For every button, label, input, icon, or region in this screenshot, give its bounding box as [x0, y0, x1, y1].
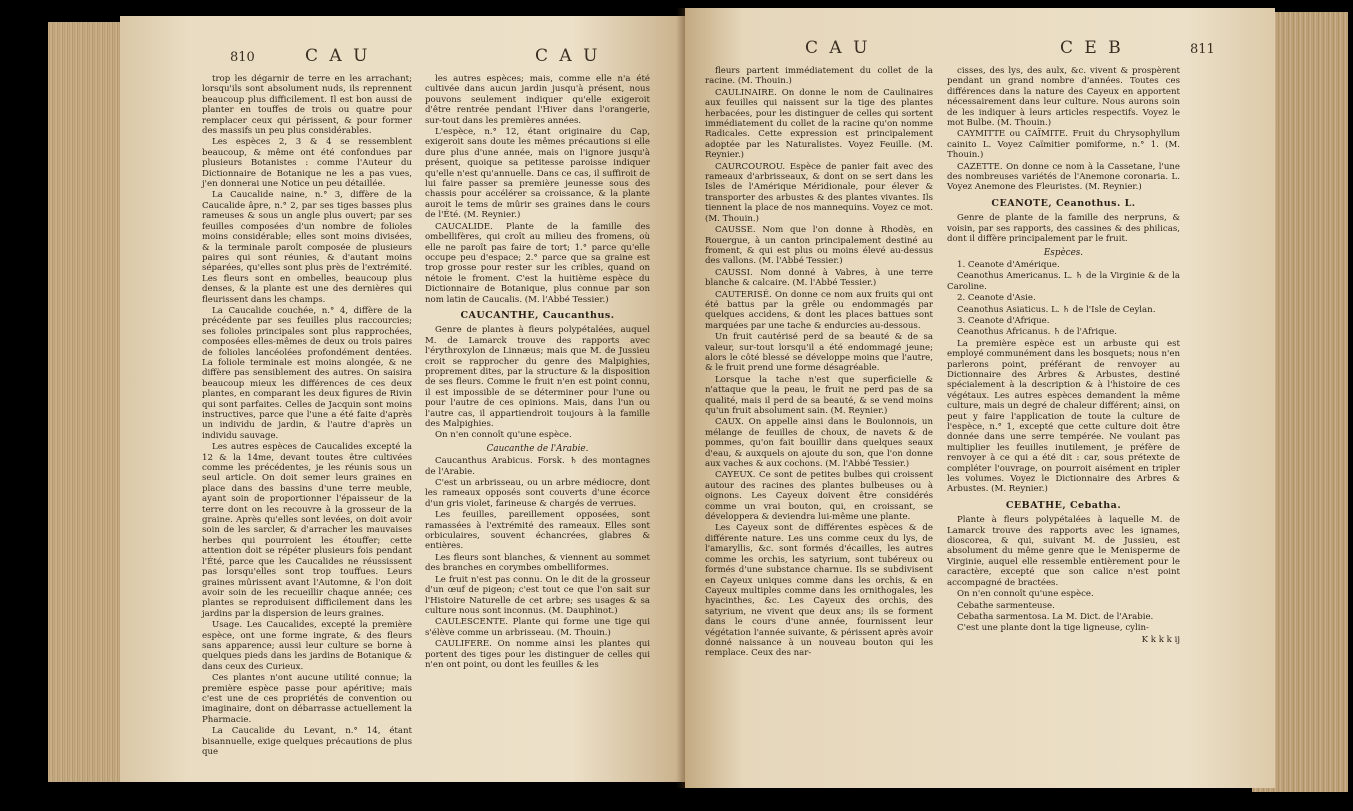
- paragraph: Les fleurs sont blanches, & viennent au sommet des branches en corymbes ombelliformes.: [425, 552, 650, 574]
- species-heading: Caucanthe de l'Arabie.: [486, 443, 589, 454]
- paragraph: CAYMITTE ou CAÏMITE. Fruit du Chrysophyllum cainito L. Voyez Caïmitier pomiforme, n.° 1. (M. Thouin.): [947, 129, 1180, 161]
- paragraph: Les feuilles, pareillement opposées, sont ramassées à l'extrémité des rameaux. Elles sont orbiculaires, souvent échancrées, glabres & entières.: [425, 510, 650, 552]
- paragraph: Usage. Les Caucalides, excepté la première espèce, ont une forme ingrate, & des fleurs sans apparence; aussi leur culture se borne à quelques pieds dans les jardins de Botanique & dans ceux des Curieux.: [202, 620, 412, 672]
- paragraph: CAZETTE. On donne ce nom à la Cassetane, l'une des nombreuses variétés de l'Anemone coronaria. L. Voyez Anemone des Fleuristes. (M. Reynier.): [947, 161, 1180, 193]
- paragraph: CAULINAIRE. On donne le nom de Caulinaires aux feuilles qui naissent sur la tige des plantes herbacées, pour les distinguer de celles qui sortent immédiatement du collet de la racine qu'on nomme Radicales. Cette expression est principalement adoptée par les Naturalistes. Voyez Feuille. (M. Reynier.): [705, 87, 933, 161]
- paragraph: trop les dégarnir de terre en les arrachant; lorsqu'ils sont absolument nuds, ils reprennent beaucoup plus difficilement. Il est bon aussi de planter en touffes de trois ou quatre pour remplacer ceux qui périssent, & pour former des massifs un peu plus considérables.: [202, 74, 412, 137]
- left-page: [120, 16, 685, 782]
- species-section-heading: Espèces.: [1043, 247, 1084, 258]
- paragraph: CAULIFERE. On nomme ainsi les plantes qui portent des tiges pour les distinguer de celles qui n'en ont point, ou dont les feuilles & les: [425, 639, 650, 670]
- paragraph: Lorsque la tache n'est que superficielle & n'attaque que la peau, le fruit ne perd pas de sa qualité, mais il perd de sa beauté, & se vend moins qu'un fruit absolument sain. (M. Reynier.): [705, 374, 933, 416]
- paragraph: Plante à fleurs polypétalées à laquelle M. de Lamarck trouve des rapports avec les ignames, dioscorea, & qui, suivant M. de Jussieu, est absolument du même genre que le Menisperme de Virginie, auquel elle ressemble entièrement pour le caractère, excepté que son calice n'est point accompagné de bractées.: [947, 515, 1180, 588]
- species-entry: 2. Ceanote d'Asie.: [957, 293, 1036, 304]
- paragraph: On n'en connoît qu'une espèce.: [435, 430, 572, 441]
- species-entry: 3. Ceanote d'Afrique.: [957, 315, 1050, 326]
- paragraph: CAUSSI. Nom donné à Vabres, à une terre blanche & calcaire. (M. l'Abbé Tessier.): [705, 267, 933, 289]
- paragraph: Un fruit cautérisé perd de sa beauté & de sa valeur, sur-tout lorsqu'il a été endommagé jeune; alors le côté blessé se développe moins que l'autre, & le fruit prend une forme désagréable.: [705, 332, 933, 374]
- paragraph: CAUCALIDE. Plante de la famille des ombellifères, qui croît au milieu des fromens, où elle ne paroît pas faire de tort; 1.° parce qu'elle occupe peu d'espace; 2.° parce que sa graine est trop grosse pour rester sur les cribles, quand on nétoie le froment. C'est la huitième espèce du Dictionnaire de Botanique, plus connue par son nom latin de Caucalis. (M. l'Abbé Tessier.): [425, 221, 650, 305]
- paragraph: Caucanthus Arabicus. Forsk. ♄ des montagnes de l'Arabie.: [425, 456, 650, 477]
- species-entry: Ceanothus Asiaticus. L. ♄ de l'Isle de Ceylan.: [957, 304, 1156, 315]
- paragraph: CAYEUX. Ce sont de petites bulbes qui croissent autour des racines des plantes bulbeuses ou à oignons. Les Cayeux doivent être considérés comme un vrai bouton, qui, en croissant, se développera & deviendra lui-même une plante.: [705, 470, 933, 523]
- paragraph: CAUSSE. Nom que l'on donne à Rhodès, en Rouergue, à un canton principalement destiné au froment, & qui est plus ou moins élevé au-dessus des vallons. (M. l'Abbé Tessier.): [705, 225, 933, 267]
- paragraph: Cebathe sarmenteuse.: [957, 600, 1055, 611]
- running-head-left-col1: C A U: [305, 46, 371, 66]
- paragraph: Le fruit n'est pas connu. On le dit de la grosseur d'un œuf de pigeon; c'est tout ce que l'on sait sur l'Histoire Naturelle de cet arbre; ses usages & sa culture nous sont inconnus. (M. Dauphinot.): [425, 574, 650, 616]
- right-column-2: [947, 66, 1180, 645]
- paragraph: cisses, des lys, des aulx, &c. vivent & prospèrent pendant un grand nombre d'années. Toutes ces différences dans la nature des Cayeux en apportent nécessairement dans leur culture. Nous aurons soin de les indiquer à leurs articles respectifs. Voyez le mot Bulbe. (M. Thouin.): [947, 66, 1180, 129]
- paragraph: La première espèce est un arbuste qui est employé communément dans les bosquets; nous n'en parlerons point, préférant de renvoyer au Dictionnaire des Arbres & Arbustes, destiné spécialement à la description & à l'histoire de ces végétaux. Les autres espèces demandent la même culture, mais un degré de chaleur différent; ainsi, on peut y faire l'application de toute la culture de l'espèce, n.° 1, excepté que cette culture doit être donnée dans une serre tempérée. Ne voulant pas multiplier les feuilles inutilement, je préfère de renvoyer à ce qui a été dit : car, sous prétexte de compléter l'ouvrage, on pourroit aisément en tripler les volumes. Voyez le Dictionnaire des Arbres & Arbustes. (M. Reynier.): [947, 338, 1180, 495]
- signature-mark: K k k k ij: [1141, 634, 1180, 645]
- paragraph: Les Cayeux sont de différentes espèces & de différente nature. Les uns comme ceux du lys, de l'amaryllis, &c. sont formés d'écailles, les autres comme les orchis, les satyrium, sont tubéreux ou formés d'une substance charnue. Ils se subdivisent en Cayeux uniques comme dans les orchis, & en Cayeux multiples comme dans les ornithogales, les hyacinthes, &c. Les Cayeux des orchis, des satyrium, ne vivent que deux ans; ils se forment dans le cours d'une année, fournissent leur végétation l'année suivante, & périssent après avoir donné naissance à un nouveau bouton qui les remplace. Ceux des nar-: [705, 523, 933, 659]
- running-head-right-col2: C E B: [1060, 38, 1124, 58]
- article-heading-cebathe: CEBATHE, Cebatha.: [1005, 499, 1122, 511]
- paragraph: fleurs partent immédiatement du collet de la racine. (M. Thouin.): [705, 66, 933, 87]
- paragraph: CAULESCENTE. Plante qui forme une tige qui s'élève comme un arbrisseau. (M. Thouin.): [425, 617, 650, 638]
- left-column-1: [202, 74, 412, 758]
- paragraph: C'est un arbrisseau, ou un arbre médiocre, dont les rameaux opposés sont couverts d'une écorce d'un gris violet, farineuse & chargés de verrues.: [425, 478, 650, 509]
- running-head-right-col1: C A U: [805, 38, 871, 58]
- paragraph: Genre de plantes à fleurs polypétalées, auquel M. de Lamarck trouve des rapports avec l'érythroxylon de Linnæus; mais que M. de Jussieu croit se rapprocher du genre des Malpighies, proprement dites, par la structure & la disposition de ses fleurs. Comme le fruit n'en est point connu, il est impossible de se déterminer pour l'une ou pour l'autre de ces opinions. Mais, dans l'un ou l'autre cas, il appartiendroit toujours à la famille des Malpighies.: [425, 325, 650, 429]
- paragraph: C'est une plante dont la tige ligneuse, cylin-: [957, 623, 1149, 634]
- paragraph: Cebatha sarmentosa. La M. Dict. de l'Arabie.: [957, 611, 1154, 622]
- paragraph: les autres espèces; mais, comme elle n'a été cultivée dans aucun jardin jusqu'à présent, nous pouvons seulement indiquer qu'elle exigeroit d'être rentrée pendant l'Hiver dans l'orangerie, sur-tout dans les premières années.: [425, 74, 650, 126]
- article-heading-ceanote: CEANOTE, Ceanothus. L.: [991, 197, 1136, 209]
- page-number-left: 810: [230, 50, 255, 65]
- right-page: [685, 8, 1275, 788]
- paragraph: CAURCOUROU. Espèce de panier fait avec des rameaux d'arbrisseaux, & dont on se sert dans les Isles de l'Amérique Méridionale, pour élever & transporter des arbustes & des plantes vivantes. Ils tiennent la place de nos mannequins. Voyez ce mot. (M. Thouin.): [705, 161, 933, 224]
- paragraph: CAUTERISÉ. On donne ce nom aux fruits qui ont été battus par la grêle ou endommagés par quelques accidens, & dont les places battues sont marquées par une tache & endurcies au-dessous.: [705, 289, 933, 331]
- right-column-1: [705, 66, 933, 660]
- paragraph: Les espèces 2, 3 & 4 se ressemblent beaucoup, & même ont été confondues par plusieurs Botanistes : comme l'Auteur du Dictionnaire de Botanique ne les a pas vues, j'en donnerai une Notice un peu détaillée.: [202, 137, 412, 190]
- paragraph: Ces plantes n'ont aucune utilité connue; la première espèce passe pour apéritive; mais c'est une de ces propriétés de convention ou imaginaire, dont on débarrasse actuellement la Pharmacie.: [202, 673, 412, 725]
- paragraph: La Caucalide du Levant, n.° 14, étant bisannuelle, exige quelques précautions de plus que: [202, 726, 412, 757]
- paragraph: On n'en connoît qu'une espèce.: [957, 589, 1094, 600]
- paragraph: La Caucalide naine, n.° 3, diffère de la Caucalide âpre, n.° 2, par ses tiges basses plus rameuses & sous un angle plus ouvert; par ses feuilles composées d'un nombre de folioles moins considérable; elles sont moins divisées, & la terminale paroît composée de plusieurs paires qui sont réunies, & d'autant moins séparées, qu'elles sont plus près de l'extrémité. Les fleurs sont en ombelles, beaucoup plus denses, & la plante est une des dernières qui fleurissent dans les champs.: [202, 190, 412, 305]
- article-heading-caucanthe: CAUCANTHE, Caucanthus.: [460, 309, 615, 321]
- paragraph: Genre de plante de la famille des nerpruns, & voisin, par ses rapports, des cassines & des philicas, dont il diffère principalement par le fruit.: [947, 213, 1180, 245]
- paragraph: CAUX. On appelle ainsi dans le Boulonnois, un mélange de feuilles de choux, de navets & de pommes, qu'on fait bouillir dans quelques seaux d'eau, & auxquels on ajoute du son, que l'on donne aux vaches & aux cochons. (M. l'Abbé Tessier.): [705, 417, 933, 470]
- left-column-2: [425, 74, 650, 671]
- species-entry: Ceanothus Americanus. L. ♄ de la Virginie & de la Caroline.: [947, 271, 1180, 292]
- species-entry: 1. Ceanote d'Amérique.: [957, 259, 1060, 270]
- paragraph: La Caucalide couchée, n.° 4, diffère de la précédente par ses feuilles plus raccourcies; ses folioles principales sont plus rapprochées, composées elles-mêmes de deux ou trois paires de folioles lancéolées profondément dentées. La foliole terminale est moins alongée, & ne diffère pas sensiblement des autres. On saisira beaucoup mieux les différences de ces deux plantes, en comparant les deux figures de Rivin qui sont parfaites. Celles de Jacquin sont moins instructives, parce que l'une a été faite d'après un individu de jardin, & l'autre d'après un individu sauvage.: [202, 305, 412, 441]
- page-number-right: 811: [1190, 42, 1215, 57]
- paragraph: L'espèce, n.° 12, étant originaire du Cap, exigeroit sans doute les mêmes précautions si elle dure plus d'une année, mais on l'ignore jusqu'à présent, quoique sa petitesse paroisse indiquer qu'elle n'est qu'annuelle. Dans ce cas, il suffiroit de lui faire passer sa première jeunesse sous des chassis pour accélérer sa croissance, & la plante auroit le tems de mûrir ses graines dans le cours de l'Été. (M. Reynier.): [425, 127, 650, 221]
- paragraph: Les autres espèces de Caucalides excepté la 12 & la 14me, devant toutes être cultivées comme les précédentes, je les réunis sous un seul article. On doit semer leurs graines en place dans des bassins d'une terre meuble, ayant soin de proportionner l'épaisseur de la terre dont on les recouvre à la grosseur de la graine. Après qu'elles sont levées, on doit avoir soin de les sarcler, & d'arracher les mauvaises herbes qui pourroient les étouffer; cette attention doit se répéter plusieurs fois pendant l'Été, parce que les Caucalides ne réussissent pas lorsqu'elles sont trop touffues. Leurs graines mûrissent avant l'Automne, & l'on doit avoir soin de les recueillir chaque année; ces plantes se reproduisent difficilement dans les jardins par la dispersion de leurs graines.: [202, 442, 412, 619]
- species-entry: Ceanothus Africanus. ♄ de l'Afrique.: [957, 327, 1117, 338]
- running-head-left-col2: C A U: [535, 46, 601, 66]
